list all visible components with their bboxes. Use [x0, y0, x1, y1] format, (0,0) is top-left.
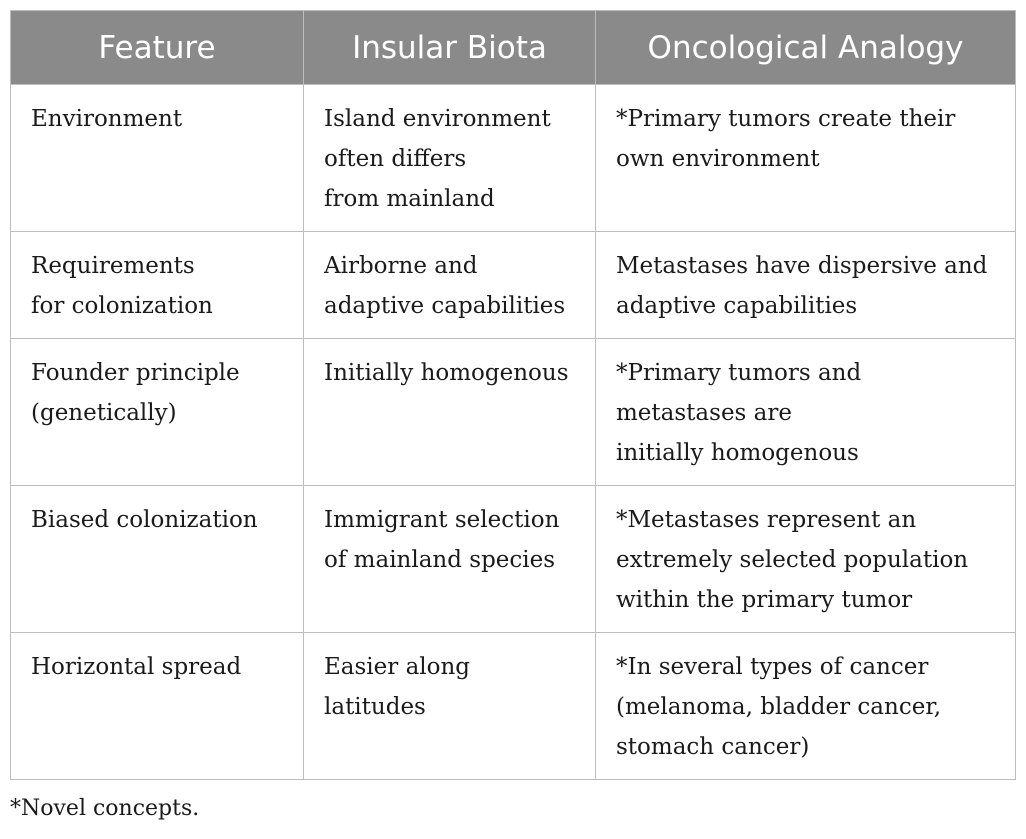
cell-oncological-analogy: Metastases have dispersive and adaptive capabilities	[596, 232, 1016, 339]
cell-oncological-analogy: *In several types of cancer (melanoma, bladder cancer, stomach cancer)	[596, 633, 1016, 780]
table-row	[11, 339, 1016, 486]
cell-insular-biota: Airborne and adaptive capabilities	[304, 232, 596, 339]
cell-feature: Founder principle (genetically)	[11, 339, 304, 486]
cell-insular-biota: Easier along latitudes	[304, 633, 596, 780]
table-row	[11, 633, 1016, 780]
cell-oncological-analogy: *Metastases represent an extremely selected population within the primary tumor	[596, 486, 1016, 633]
table-footnote: *Novel concepts.	[10, 796, 200, 821]
cell-insular-biota: Initially homogenous	[304, 339, 596, 486]
table-row	[11, 85, 1016, 232]
table-row	[11, 486, 1016, 633]
header-row	[11, 11, 1016, 85]
table-row	[11, 232, 1016, 339]
cell-feature: Horizontal spread	[11, 633, 304, 780]
comparison-table-container	[10, 10, 1015, 780]
cell-feature: Requirements for colonization	[11, 232, 304, 339]
header-feature: Feature	[11, 11, 304, 85]
cell-insular-biota: Immigrant selection of mainland species	[304, 486, 596, 633]
cell-feature: Biased colonization	[11, 486, 304, 633]
cell-oncological-analogy: *Primary tumors and metastases are initially homogenous	[596, 339, 1016, 486]
comparison-table	[10, 10, 1016, 780]
header-insular-biota: Insular Biota	[304, 11, 596, 85]
header-oncological-analogy: Oncological Analogy	[596, 11, 1016, 85]
cell-insular-biota: Island environment often differs from mainland	[304, 85, 596, 232]
cell-feature: Environment	[11, 85, 304, 232]
cell-oncological-analogy: *Primary tumors create their own environment	[596, 85, 1016, 232]
